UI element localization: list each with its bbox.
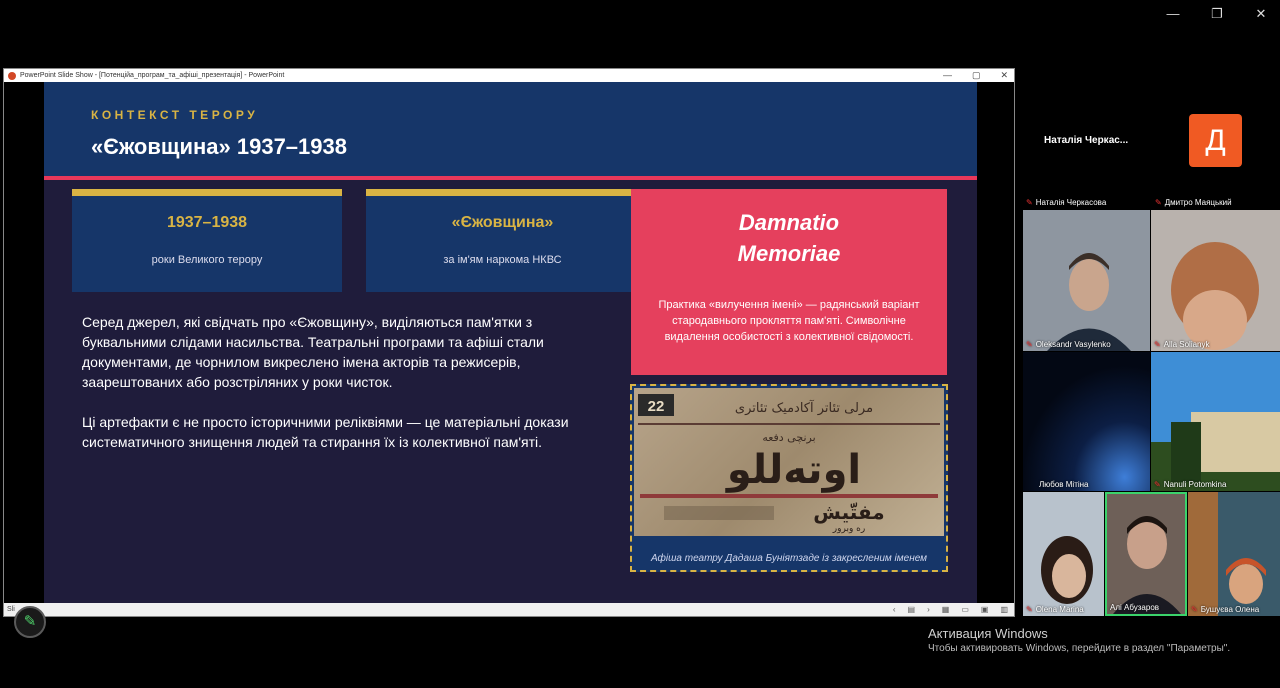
poster-mid: برنچی دفعه	[762, 431, 816, 444]
damnatio-memoriae-box	[631, 189, 947, 375]
yezhovshchyna-card	[366, 189, 639, 292]
participant-top-label-2: Дмитро Маяцький	[1164, 198, 1232, 207]
participant-label	[1026, 340, 1111, 349]
participant-top-name-2	[1155, 198, 1232, 207]
participant-video	[1023, 210, 1150, 351]
video-tile[interactable]	[1023, 352, 1150, 491]
participant-name: Любов Мітіна	[1039, 480, 1089, 489]
body-paragraph-1: Серед джерел, які свідчать про «Єжовщину», виділяються пам'ятки з буквальними слідами насильства. Театральні програми та афіші стали документами, де чорнилом викреслено імена акторів та режисерів, заарештованих або розстріляних у роки чисток.	[82, 314, 544, 390]
participant-name: Бушуєва Олена	[1200, 605, 1260, 614]
minimize-button[interactable]: —	[1166, 6, 1180, 21]
mic-muted-icon: ✎	[1154, 340, 1161, 349]
pen-icon[interactable]: ✎	[14, 606, 46, 638]
damnatio-line2: Memoriae	[737, 241, 841, 266]
slide[interactable]	[44, 82, 977, 604]
poster-sub: ره وبرور	[832, 524, 866, 534]
sorter-view-icon[interactable]: ▭	[961, 605, 969, 614]
damnatio-title	[631, 207, 947, 269]
ppt-window-title: PowerPoint Slide Show - [Потенційа_програм_та_афіші_презентація] - PowerPoint	[20, 72, 285, 79]
participant-name: Алі Абузаров	[1110, 603, 1160, 612]
slideshow-controls	[893, 605, 1008, 614]
participant-video	[1188, 492, 1280, 616]
poster-figure	[630, 384, 948, 572]
participant-name: Alla Solianyk	[1163, 340, 1210, 349]
normal-view-icon[interactable]: ▦	[941, 605, 950, 614]
damnatio-line1: Damnatio	[738, 210, 840, 235]
powerpoint-window	[3, 68, 1015, 617]
slide-divider	[44, 176, 977, 180]
mic-muted-icon: ✎	[1026, 605, 1033, 614]
years-card-value: 1937–1938	[166, 214, 248, 231]
slide-header-band	[44, 82, 977, 176]
participant-video	[1151, 210, 1280, 351]
mic-muted-icon: ✎	[1191, 605, 1198, 614]
poster-number: 22	[647, 398, 665, 415]
slide-body	[82, 312, 602, 452]
window-controls	[1166, 6, 1268, 22]
close-button[interactable]: ✕	[1255, 6, 1267, 21]
slide-menu-icon[interactable]: ▤	[907, 605, 916, 614]
poster-image	[634, 388, 944, 536]
years-card-caption: роки Великого терору	[151, 254, 263, 266]
mic-muted-icon: ✎	[1154, 480, 1161, 489]
poster-big: اوتەللو	[726, 447, 862, 493]
ppt-window-controls	[943, 70, 1008, 81]
participant-name: Oleksandr Vasylenko	[1035, 340, 1111, 349]
participant-video	[1023, 352, 1150, 491]
participant-video	[1023, 492, 1104, 616]
activation-title: Активация Windows	[928, 626, 1048, 641]
yezhovshchyna-card-value: «Єжовщина»	[451, 214, 554, 231]
ppt-maximize-button[interactable]: ▢	[971, 70, 981, 80]
slide-kicker: КОНТЕКСТ ТЕРОРУ	[91, 108, 259, 122]
poster-bottom: مفتّیش	[813, 500, 885, 524]
participant-video	[1107, 494, 1185, 614]
video-tile[interactable]	[1151, 352, 1280, 491]
poster-strike-mark	[664, 506, 774, 520]
restore-button[interactable]: ❐	[1211, 6, 1223, 21]
participant-name: Olena Marina	[1035, 605, 1084, 614]
ppt-titlebar	[4, 69, 1014, 82]
poster-header: مرلی تئاتر آکادمیک تئاتری	[734, 401, 874, 416]
reading-view-icon[interactable]: ▣	[980, 605, 989, 614]
mic-muted-icon: ✎	[1026, 198, 1033, 207]
participant-video	[1151, 352, 1280, 491]
participant-label	[1191, 605, 1259, 614]
participant-name: Nanuli Potomkina	[1163, 480, 1227, 489]
slideshow-area	[4, 82, 1014, 604]
mic-muted-icon: ✎	[1026, 340, 1033, 349]
powerpoint-icon	[8, 72, 16, 80]
activation-text: Чтобы активировать Windows, перейдите в раздел "Параметры".	[928, 643, 1231, 654]
participant-top-name-1	[1026, 198, 1106, 207]
video-tile[interactable]	[1023, 492, 1104, 616]
video-tile[interactable]	[1151, 210, 1280, 351]
body-paragraph-2: Ці артефакти є не просто історичними реліквіями — це матеріальні докази систематичного знищення людей та стирання їх із колективної пам'яті.	[82, 414, 569, 450]
ppt-close-button[interactable]: ✕	[1000, 70, 1008, 80]
host-name: Наталія Черкас...	[1044, 135, 1129, 146]
yezhovshchyna-card-caption: за ім'ям наркома НКВС	[443, 254, 562, 266]
participant-label	[1026, 605, 1084, 614]
poster-red-bar	[640, 494, 938, 498]
ppt-status-left: Sli	[7, 606, 15, 613]
years-card	[72, 189, 342, 292]
mic-muted-icon: ✎	[1155, 198, 1162, 207]
poster-caption: Афіша театру Дадаша Буніятзаде із закресленим іменем	[650, 553, 928, 564]
participant-label	[1110, 603, 1159, 612]
ppt-minimize-button[interactable]: —	[942, 70, 952, 80]
video-tile-active-speaker[interactable]	[1105, 492, 1187, 616]
video-tile[interactable]	[1023, 210, 1150, 351]
participant-top-label-1: Наталія Черкасова	[1035, 198, 1107, 207]
slide-title: «Єжовщина» 1937–1938	[91, 134, 347, 159]
participant-label	[1154, 480, 1226, 489]
poster-artwork	[634, 388, 944, 536]
ppt-statusbar	[4, 603, 1014, 616]
participant-label	[1154, 340, 1210, 349]
damnatio-description: Практика «вилучення імені» — радянський варіант стародавнього прокляття пам'яті. Символічне видалення особистості з колективної свідомості.	[658, 299, 920, 343]
slideshow-view-icon[interactable]: ▥	[1000, 605, 1008, 614]
prev-slide-icon[interactable]: ‹	[892, 605, 896, 614]
host-avatar[interactable]: Д	[1189, 114, 1242, 167]
video-tile[interactable]	[1188, 492, 1280, 616]
next-slide-icon[interactable]: ›	[927, 605, 930, 614]
participant-label	[1039, 480, 1089, 489]
